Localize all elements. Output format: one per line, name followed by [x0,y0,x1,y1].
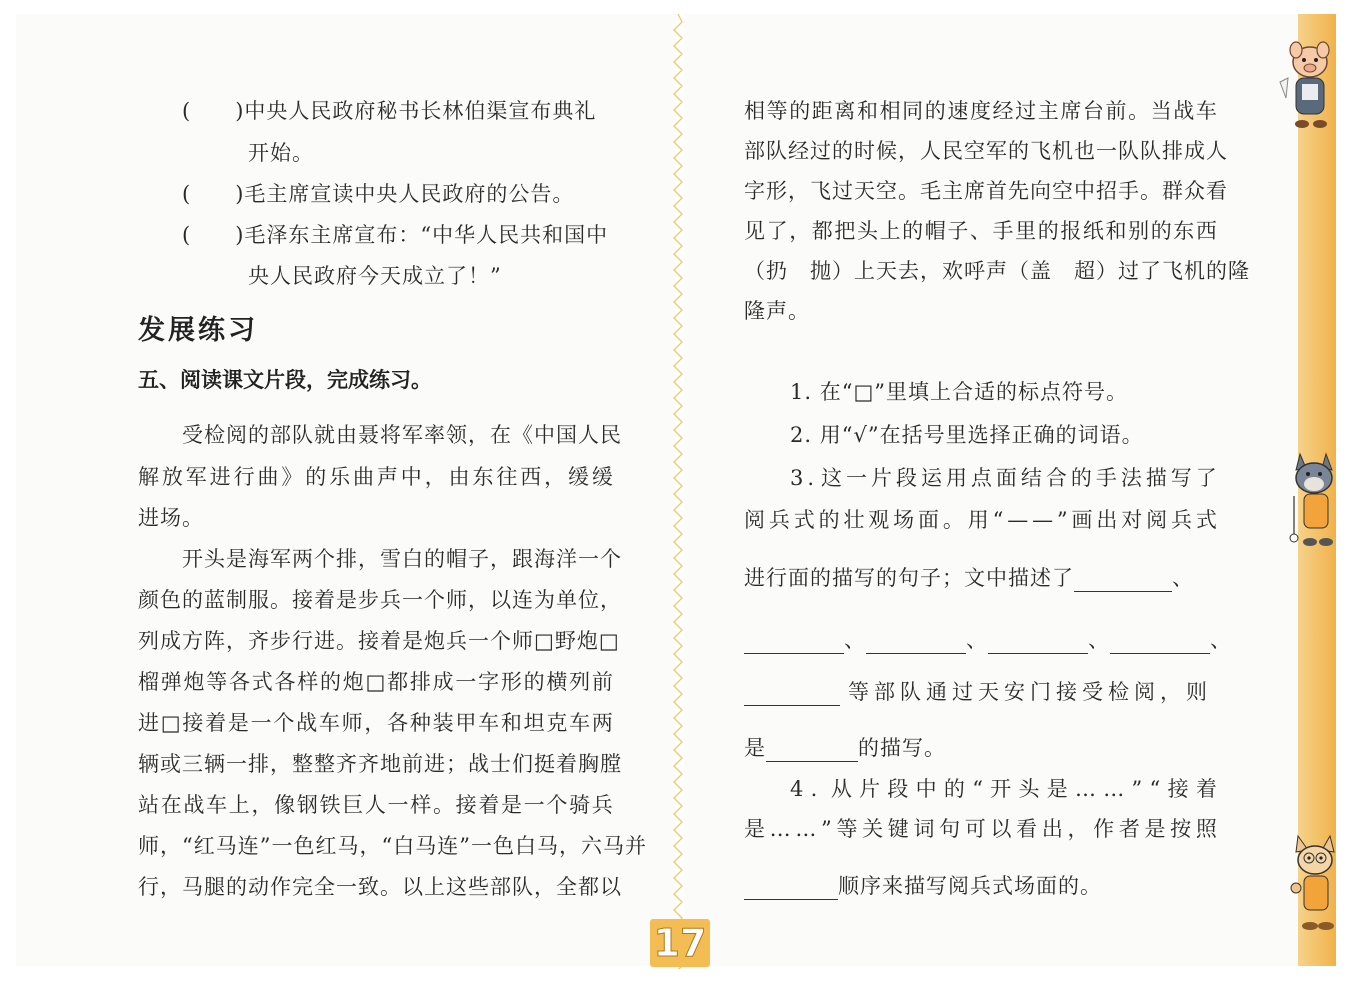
passage-line: 站 在 战 车 上 ， 像 钢 铁 巨 人 一 样 。 接 着 是 一 个 骑 兵 [138,793,614,817]
answer-paren[interactable]: ( ) [182,182,245,206]
item-text: 毛泽东主席宣布：“中华人民共和国中 [244,223,609,247]
section-title: 发展练习 [138,315,258,346]
question-4-continued: 是 … … ” 等 关 键 词 句 可 以 看 出 ， 作 者 是 按 照 [744,817,1218,841]
question-3-continued: 阅 兵 式 的 壮 观 场 面 。 用 “ — — ” 画 出 对 阅 兵 式 [744,508,1218,532]
question-3-fill-line-3: 等部队通过天安门接受检阅，则 [744,678,1212,706]
passage-line: 受 检 阅 的 部 队 就 由 聂 将 军 率 领 ， 在 《 中 国 人 民 [182,423,622,447]
passage-line: 隆声。 [744,299,810,323]
passage-line: 见 了 ， 都 把 头 上 的 帽 子 、 手 里 的 报 纸 和 别 的 东 西 [744,219,1218,243]
fill-blank[interactable] [1074,569,1172,592]
passage-line-with-boxes: 榴 弹 炮 等 各 式 各 样 的 炮 □ 都 排 成 一 字 形 的 横 列 前 [138,670,614,694]
question-3-fill-line-4: 是 的描写。 [744,736,946,760]
item-text-continued: 开始。 [248,141,314,165]
fill-blank[interactable] [866,631,966,654]
passage-line: 辆 或 三 辆 一 排 ， 整 整 齐 齐 地 前 进 ； 战 士 们 挺 着 胸 膛 [138,752,622,776]
fill-blank[interactable] [766,739,858,762]
question-title: 五、阅读课文片段，完成练习。 [138,368,432,392]
order-item-2 [182,180,574,208]
question-3-fill-line-1: 进行面的描写的句子；文中描述了 、 [744,566,1194,590]
passage-line-with-boxes: 列 成 方 阵 ， 齐 步 行 进 。 接 着 是 炮 兵 一 个 师 □ 野 炮 □ [138,629,620,653]
cartoon-fox-mascot-icon [1286,830,1340,934]
cartoon-pig-mascot-icon [1276,40,1338,132]
passage-line: 师 ， “ 红 马 连 ” 一 色 红 马 ， “ 白 马 连 ” 一 色 白 马 ， 六 马 并 [138,834,647,858]
question-1: 1. 在“□”里填上合适的标点符号。 [790,380,1129,404]
passage-line: 开 头 是 海 军 两 个 排 ， 雪 白 的 帽 子 ， 跟 海 洋 一 个 [182,547,622,571]
cartoon-wolf-mascot-icon [1282,450,1340,550]
passage-line: 解 放 军 进 行 曲 》 的 乐 曲 声 中 ， 由 东 往 西 ， 缓 缓 [138,465,614,489]
question-4-fill-line: 顺序来描写阅兵式场面的。 [744,872,1102,900]
order-item-1 [182,97,596,125]
fill-blank[interactable] [1110,631,1210,654]
page-number: 17 [650,919,710,967]
page-divider-zigzag [668,14,688,969]
fill-blank[interactable] [744,631,844,654]
item-text-continued: 央人民政府今天成立了！” [248,264,502,288]
question-4: 4 . 从 片 段 中 的 “ 开 头 是 … … ” “ 接 着 [790,777,1218,801]
answer-paren[interactable]: ( ) [182,99,245,123]
answer-paren[interactable]: ( ) [182,223,245,247]
passage-line-word-choice: （ 扔 抛 ） 上 天 去 ， 欢 呼 声 （ 盖 超 ） 过 了 飞 机 的 隆 [744,259,1250,283]
item-text: 中央人民政府秘书长林伯渠宣布典礼 [244,99,597,123]
fill-blank[interactable] [744,683,840,706]
passage-line: 行 ， 马 腿 的 动 作 完 全 一 致 。 以 上 这 些 部 队 ， 全 都 以 [138,875,622,899]
passage-line-with-boxes: 进 □ 接 着 是 一 个 战 车 师 ， 各 种 装 甲 车 和 坦 克 车 两 [138,711,614,735]
question-2: 2. 用“√”在括号里选择正确的词语。 [790,423,1144,447]
question-3-fill-line-2: 、 、 、 、 [744,626,1232,654]
fill-blank[interactable] [744,877,838,900]
passage-line: 字 形 ， 飞 过 天 空 。 毛 主 席 首 先 向 空 中 招 手 。 群 众 看 [744,179,1228,203]
item-text: 毛主席宣读中央人民政府的公告。 [244,182,575,206]
passage-line: 进场。 [138,506,204,530]
passage-line: 相 等 的 距 离 和 相 同 的 速 度 经 过 主 席 台 前 。 当 战 车 [744,99,1218,123]
order-item-3 [182,221,608,249]
passage-line: 部 队 经 过 的 时 候 ， 人 民 空 军 的 飞 机 也 一 队 队 排 成 人 [744,139,1228,163]
passage-line: 颜 色 的 蓝 制 服 。 接 着 是 步 兵 一 个 师 ， 以 连 为 单 位 ， [138,588,622,612]
question-3: 3 . 这 一 片 段 运 用 点 面 结 合 的 手 法 描 写 了 [790,466,1218,490]
fill-blank[interactable] [988,631,1088,654]
